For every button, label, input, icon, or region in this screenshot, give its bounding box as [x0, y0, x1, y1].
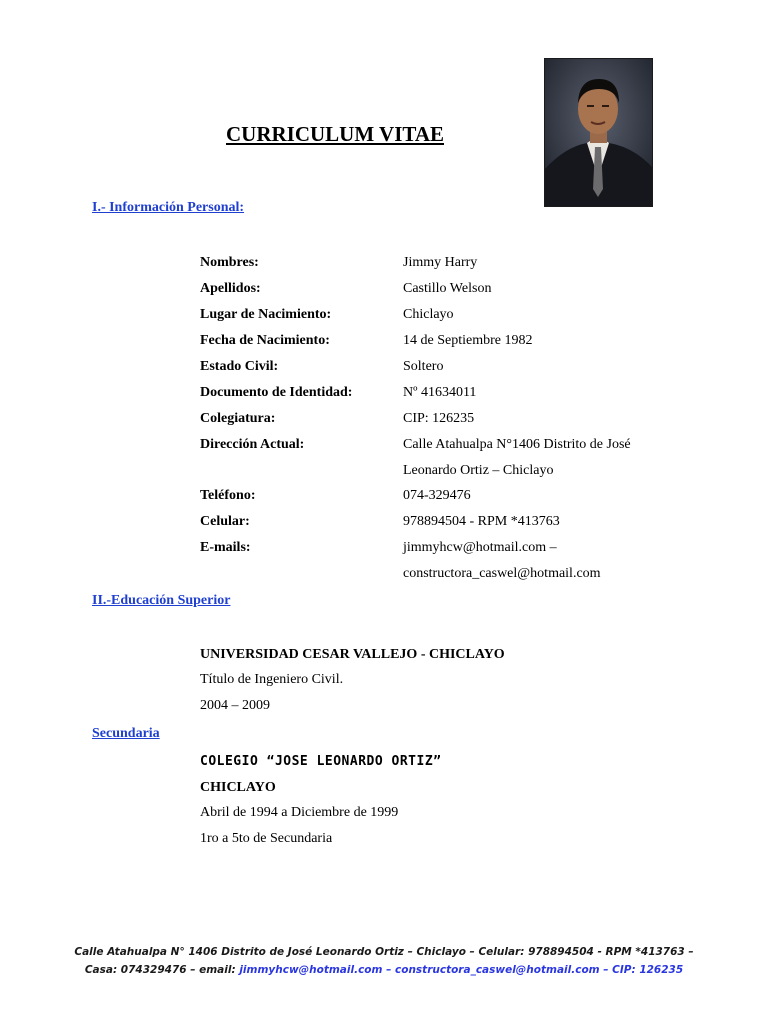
school-period: Abril de 1994 a Diciembre de 1999	[200, 805, 399, 820]
university-name: UNIVERSIDAD CESAR VALLEJO - CHICLAYO	[200, 647, 505, 662]
school-name: COLEGIO “JOSE LEONARDO ORTIZ”	[200, 754, 442, 769]
value-telefono: 074-329476	[403, 488, 471, 503]
label-nombres: Nombres:	[200, 255, 259, 270]
footer-phone-label: Casa: 074329476 – email:	[84, 964, 240, 976]
page-title: CURRICULUM VITAE	[226, 122, 444, 146]
section-heading-personal: I.- Información Personal:	[92, 200, 245, 215]
value-email-2: constructora_caswel@hotmail.com	[403, 566, 601, 581]
label-celular: Celular:	[200, 514, 250, 529]
value-apellidos: Castillo Welson	[403, 281, 492, 296]
footer-line-1: Calle Atahualpa N° 1406 Distrito de José Leonardo Ortiz – Chiclayo – Celular: 978894504 - RPM *413763 –	[74, 946, 694, 958]
value-nombres: Jimmy Harry	[403, 255, 478, 270]
value-direccion-line2: Leonardo Ortiz – Chiclayo	[403, 463, 554, 478]
school-city: CHICLAYO	[200, 780, 276, 795]
section-heading-secondary: Secundaria	[92, 726, 160, 741]
footer-line-2	[0, 964, 768, 976]
section-heading-education: II.-Educación Superior	[92, 593, 231, 608]
value-email-1: jimmyhcw@hotmail.com –	[403, 540, 557, 555]
value-celular: 978894504 - RPM *413763	[403, 514, 560, 529]
label-colegiatura: Colegiatura:	[200, 411, 276, 426]
value-estado-civil: Soltero	[403, 359, 444, 374]
label-documento: Documento de Identidad:	[200, 385, 353, 400]
value-colegiatura: CIP: 126235	[403, 411, 475, 426]
label-direccion: Dirección Actual:	[200, 437, 305, 452]
label-estado-civil: Estado Civil:	[200, 359, 279, 374]
value-direccion-line1: Calle Atahualpa N°1406 Distrito de José	[403, 437, 631, 452]
school-grades: 1ro a 5to de Secundaria	[200, 831, 333, 846]
value-documento: Nº 41634011	[403, 385, 477, 400]
education-years: 2004 – 2009	[200, 698, 270, 713]
value-fecha-nacimiento: 14 de Septiembre 1982	[403, 333, 533, 348]
label-apellidos: Apellidos:	[200, 281, 261, 296]
value-lugar-nacimiento: Chiclayo	[403, 307, 454, 322]
label-emails: E-mails:	[200, 540, 251, 555]
label-lugar-nacimiento: Lugar de Nacimiento:	[200, 307, 332, 322]
degree-title: Título de Ingeniero Civil.	[200, 672, 344, 687]
footer-email-links[interactable]: jimmyhcw@hotmail.com – constructora_caswel@hotmail.com – CIP: 126235	[239, 964, 684, 976]
label-fecha-nacimiento: Fecha de Nacimiento:	[200, 333, 330, 348]
label-telefono: Teléfono:	[200, 488, 256, 503]
